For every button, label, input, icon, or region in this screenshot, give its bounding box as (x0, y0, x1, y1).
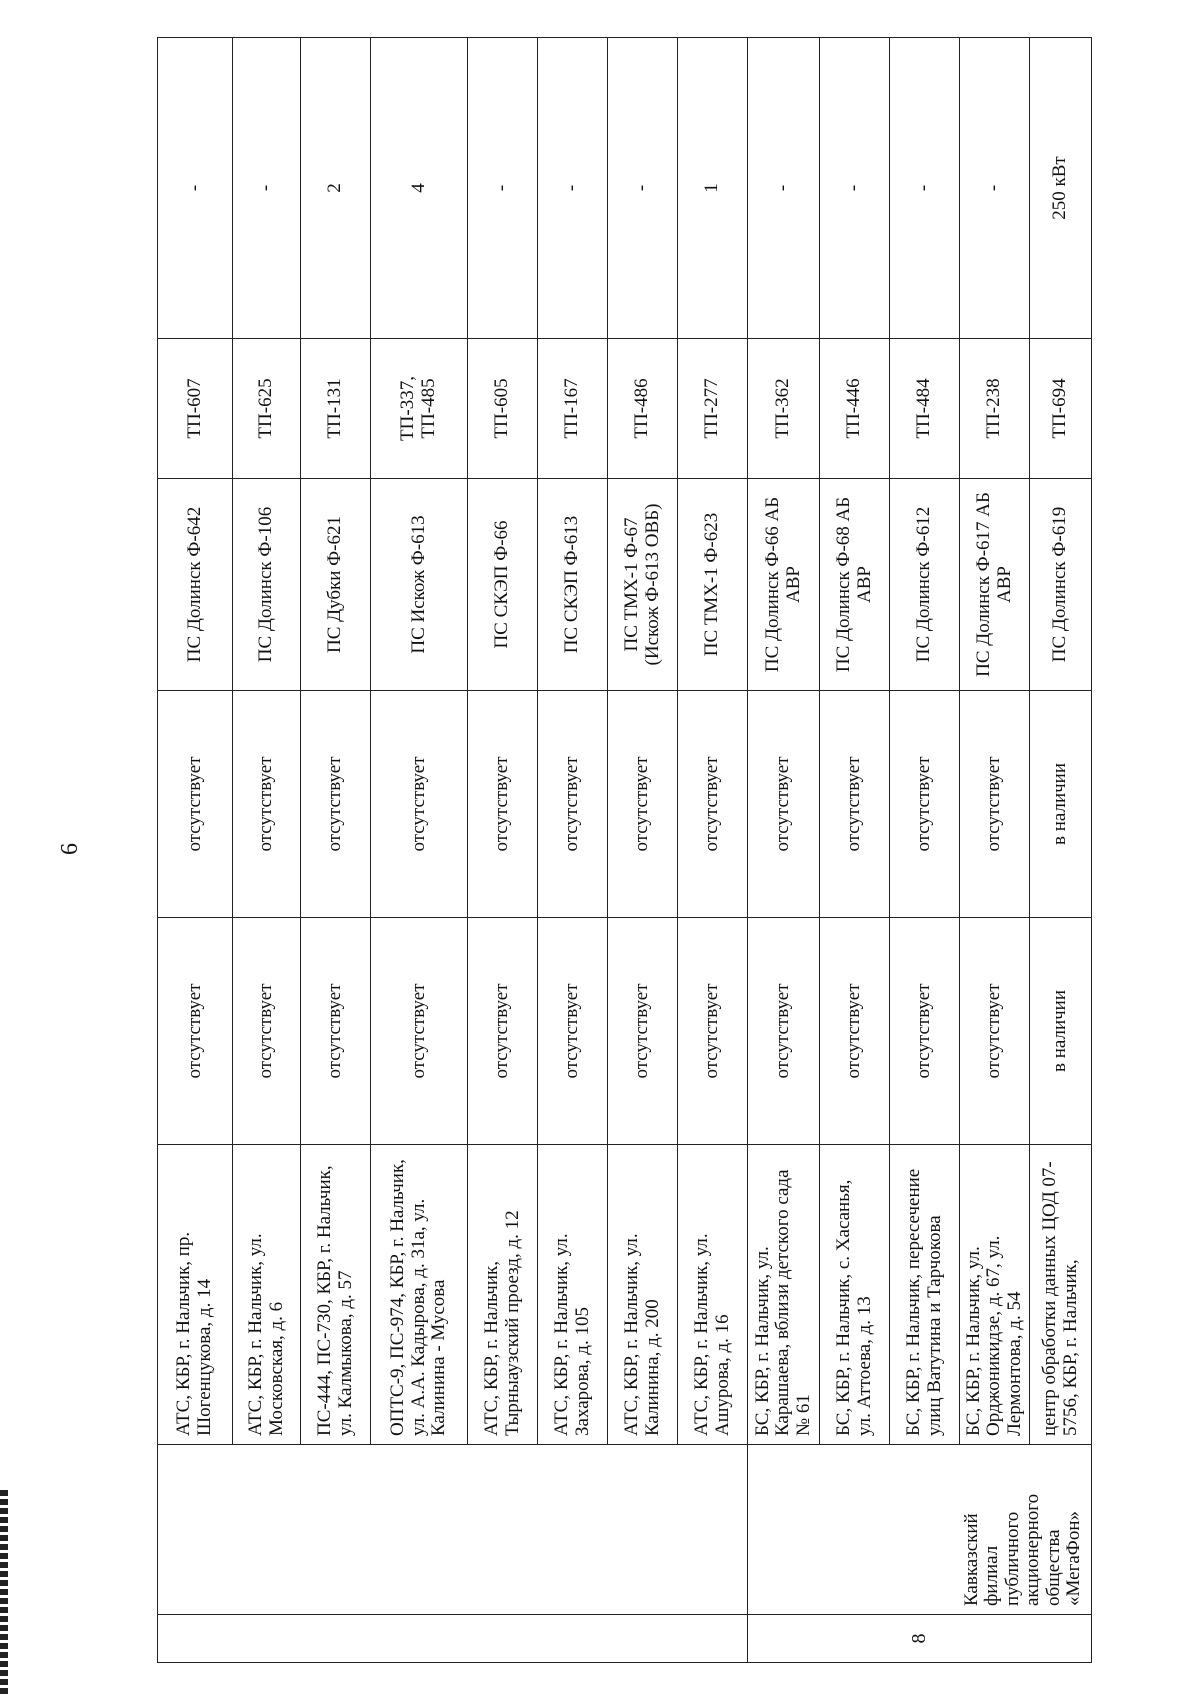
address-cell: БС, КБР, г. Нальчик, пересечение улиц Ватутина и Тарчокова (890, 1145, 960, 1445)
transformer-cell: ТП-277 (678, 339, 748, 479)
transformer-cell: ТП-362 (748, 339, 820, 479)
substation-cell: ПС Искож Ф-613 (371, 479, 468, 691)
table-row (158, 38, 233, 1663)
substation-cell: ПС Долинск Ф-642 (158, 479, 233, 691)
count-cell: 250 кВт (1030, 38, 1092, 339)
count-cell: 1 (678, 38, 748, 339)
count-cell: - (608, 38, 678, 339)
substation-cell: ПС Долинск Ф-617 АБ АВР (960, 479, 1030, 691)
table-row (890, 38, 960, 1663)
substation-cell: ПС СКЭП Ф-613 (538, 479, 608, 691)
substation-cell: ПС Долинск Ф-612 (890, 479, 960, 691)
substation-cell: ПС Долинск Ф-66 АБ АВР (748, 479, 820, 691)
substation-cell: ПС ТМХ-1 Ф-67 (Искож Ф-613 ОВБ) (608, 479, 678, 691)
table-row (960, 38, 1030, 1663)
table-row (538, 38, 608, 1663)
backup-source-cell: в наличии (1030, 918, 1092, 1145)
autonomous-source-cell: отсутствует (748, 691, 820, 918)
scan-margin-marks (0, 1490, 8, 1697)
transformer-cell: ТП-605 (468, 339, 538, 479)
transformer-cell: ТП-484 (890, 339, 960, 479)
table-row (820, 38, 890, 1663)
power-supply-table (108, 37, 1092, 1663)
table-inner (108, 38, 1092, 1663)
address-cell: БС, КБР, г. Нальчик, с. Хасанья, ул. Аттоева, д. 13 (820, 1145, 890, 1445)
backup-source-cell: отсутствует (820, 918, 890, 1145)
backup-source-cell: отсутствует (748, 918, 820, 1145)
substation-cell: ПС Долинск Ф-106 (233, 479, 301, 691)
table-row (608, 38, 678, 1663)
transformer-cell: ТП-694 (1030, 339, 1092, 479)
substation-cell: ПС Долинск Ф-619 (1030, 479, 1092, 691)
table-row (233, 38, 301, 1663)
address-cell: АТС, КБР, г. Нальчик, Тырныаузский проезд, д. 12 (468, 1145, 538, 1445)
count-cell: - (890, 38, 960, 339)
substation-cell: ПС ТМХ-1 Ф-623 (678, 479, 748, 691)
transformer-cell: ТП-167 (538, 339, 608, 479)
autonomous-source-cell: отсутствует (233, 691, 301, 918)
address-cell: АТС, КБР, г. Нальчик, ул. Захарова, д. 105 (538, 1145, 608, 1445)
address-cell: АТС, КБР, г. Нальчик, ул. Ашурова, д. 16 (678, 1145, 748, 1445)
count-cell: 2 (301, 38, 371, 339)
backup-source-cell: отсутствует (233, 918, 301, 1145)
table-row (371, 38, 468, 1663)
backup-source-cell: отсутствует (678, 918, 748, 1145)
substation-cell: ПС Долинск Ф-68 АБ АВР (820, 479, 890, 691)
section-number-cell-prev (158, 1615, 748, 1663)
transformer-cell: ТП-337, ТП-485 (371, 339, 468, 479)
page-number: 6 (57, 843, 83, 855)
autonomous-source-cell: в наличии (1030, 691, 1092, 918)
address-cell: АТС, КБР, г. Нальчик, ул. Московская, д. 6 (233, 1145, 301, 1445)
table-row (748, 38, 820, 1663)
autonomous-source-cell: отсутствует (678, 691, 748, 918)
count-cell: - (538, 38, 608, 339)
address-cell: ПС-444, ПС-730, КБР, г. Нальчик, ул. Калмыкова, д. 57 (301, 1145, 371, 1445)
backup-source-cell: отсутствует (960, 918, 1030, 1145)
count-cell: - (820, 38, 890, 339)
autonomous-source-cell: отсутствует (608, 691, 678, 918)
count-cell: - (468, 38, 538, 339)
autonomous-source-cell: отсутствует (538, 691, 608, 918)
count-cell: - (748, 38, 820, 339)
substation-cell: ПС СКЭП Ф-66 (468, 479, 538, 691)
transformer-cell: ТП-625 (233, 339, 301, 479)
backup-source-cell: отсутствует (158, 918, 233, 1145)
transformer-cell: ТП-131 (301, 339, 371, 479)
organization-cell: Кавказский филиал публичного акционерного общества «МегаФон» (748, 1445, 1092, 1615)
count-cell: - (158, 38, 233, 339)
table-row (301, 38, 371, 1663)
table-row (468, 38, 538, 1663)
address-cell: центр обработки данных ЦОД 07-5756, КБР, г. Нальчик, (1030, 1145, 1092, 1445)
table-container (108, 38, 1200, 1644)
count-cell: - (960, 38, 1030, 339)
transformer-cell: ТП-238 (960, 339, 1030, 479)
table-row (678, 38, 748, 1663)
table-row (1030, 38, 1092, 1663)
autonomous-source-cell: отсутствует (960, 691, 1030, 918)
organization-cell-prev (158, 1445, 748, 1615)
backup-source-cell: отсутствует (890, 918, 960, 1145)
backup-source-cell: отсутствует (301, 918, 371, 1145)
backup-source-cell: отсутствует (608, 918, 678, 1145)
address-cell: БС, КБР, г. Нальчик, ул. Орджоникидзе, д. 67, ул. Лермонтова, д. 54 (960, 1145, 1030, 1445)
transformer-cell: ТП-446 (820, 339, 890, 479)
address-cell: ОПТС-9, ПС-974, КБР, г. Нальчик, ул. А.А. Кадырова, д. 31а, ул. Калинина - Мусова (371, 1145, 468, 1445)
autonomous-source-cell: отсутствует (890, 691, 960, 918)
autonomous-source-cell: отсутствует (468, 691, 538, 918)
count-cell: - (233, 38, 301, 339)
substation-cell: ПС Дубки Ф-621 (301, 479, 371, 691)
count-cell: 4 (371, 38, 468, 339)
rotated-table (108, 38, 1200, 1644)
autonomous-source-cell: отсутствует (820, 691, 890, 918)
address-cell: АТС, КБР, г. Нальчик, ул. Калинина, д. 200 (608, 1145, 678, 1445)
address-cell: БС, КБР, г. Нальчик, ул. Карашаева, вблизи детского сада № 61 (748, 1145, 820, 1445)
transformer-cell: ТП-607 (158, 339, 233, 479)
address-cell: АТС, КБР, г. Нальчик, пр. Шогенцукова, д. 14 (158, 1145, 233, 1445)
backup-source-cell: отсутствует (538, 918, 608, 1145)
autonomous-source-cell: отсутствует (301, 691, 371, 918)
backup-source-cell: отсутствует (468, 918, 538, 1145)
section-number-cell: 8 (748, 1615, 1092, 1663)
autonomous-source-cell: отсутствует (158, 691, 233, 918)
backup-source-cell: отсутствует (371, 918, 468, 1145)
prev-section-row (108, 38, 158, 1663)
transformer-cell: ТП-486 (608, 339, 678, 479)
autonomous-source-cell: отсутствует (371, 691, 468, 918)
